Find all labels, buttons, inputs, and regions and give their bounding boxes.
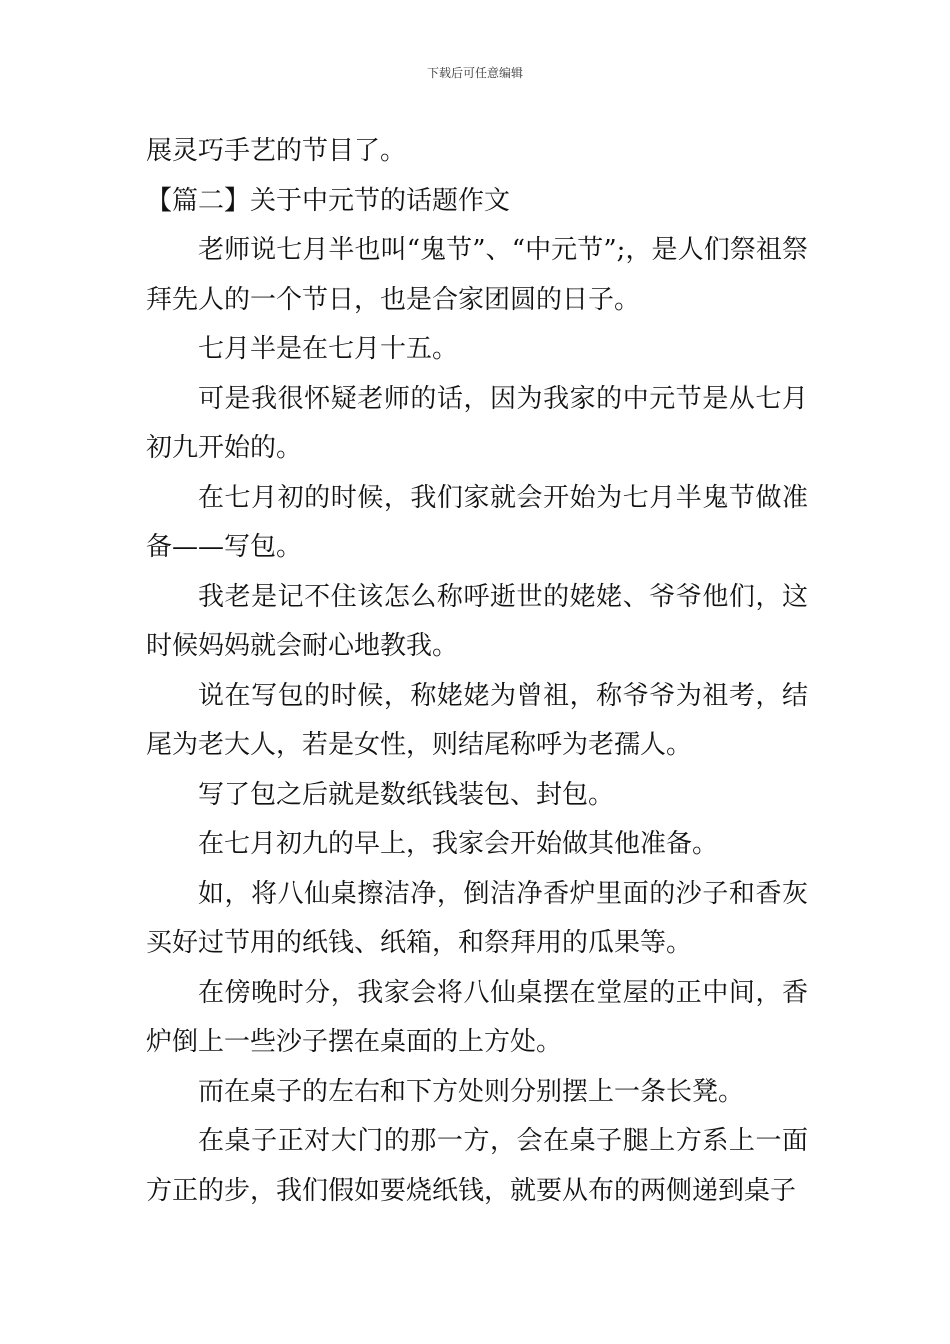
page-header: 下载后可任意编辑 [426, 66, 523, 80]
document-body [146, 127, 808, 1216]
paragraph: 而在桌子的左右和下方处则分别摆上一条长凳。 [198, 1076, 745, 1107]
paragraph: 如，将八仙桌擦洁净，倒洁净香炉里面的沙子和香灰买好过节用的纸钱、纸箱，和祭拜用的瓜果等。 [146, 878, 808, 958]
paragraph: 我老是记不住该怎么称呼逝世的姥姥、爷爷他们，这时候妈妈就会耐心地教我。 [146, 581, 808, 661]
paragraph: 在七月初九的早上，我家会开始做其他准备。 [198, 829, 719, 859]
paragraph: 可是我很怀疑老师的话，因为我家的中元节是从七月初九开始的。 [146, 383, 808, 463]
paragraph: 老师说七月半也叫“鬼节”、“中元节”;，是人们祭祖祭拜先人的一个节日，也是合家团圆的日子。 [146, 235, 808, 315]
paragraph: 在桌子正对大门的那一方，会在桌子腿上方系上一面方正的步，我们假如要烧纸钱，就要从布的两侧递到桌子 [146, 1126, 808, 1206]
paragraph: 写了包之后就是数纸钱装包、封包。 [198, 779, 615, 810]
paragraph: 说在写包的时候，称姥姥为曾祖，称爷爷为祖考，结尾为老大人，若是女性，则结尾称呼为老孺人。 [146, 680, 808, 760]
paragraph-continuation: 展灵巧手艺的节目了。 [146, 136, 407, 166]
paragraph: 在七月初的时候，我们家就会开始为七月半鬼节做准备——写包。 [146, 482, 808, 562]
section-heading: 【篇二】关于中元节的话题作文 [146, 185, 511, 216]
paragraph: 七月半是在七月十五。 [198, 334, 459, 364]
paragraph: 在傍晚时分，我家会将八仙桌摆在堂屋的正中间，香炉倒上一些沙子摆在桌面的上方处。 [146, 977, 808, 1057]
